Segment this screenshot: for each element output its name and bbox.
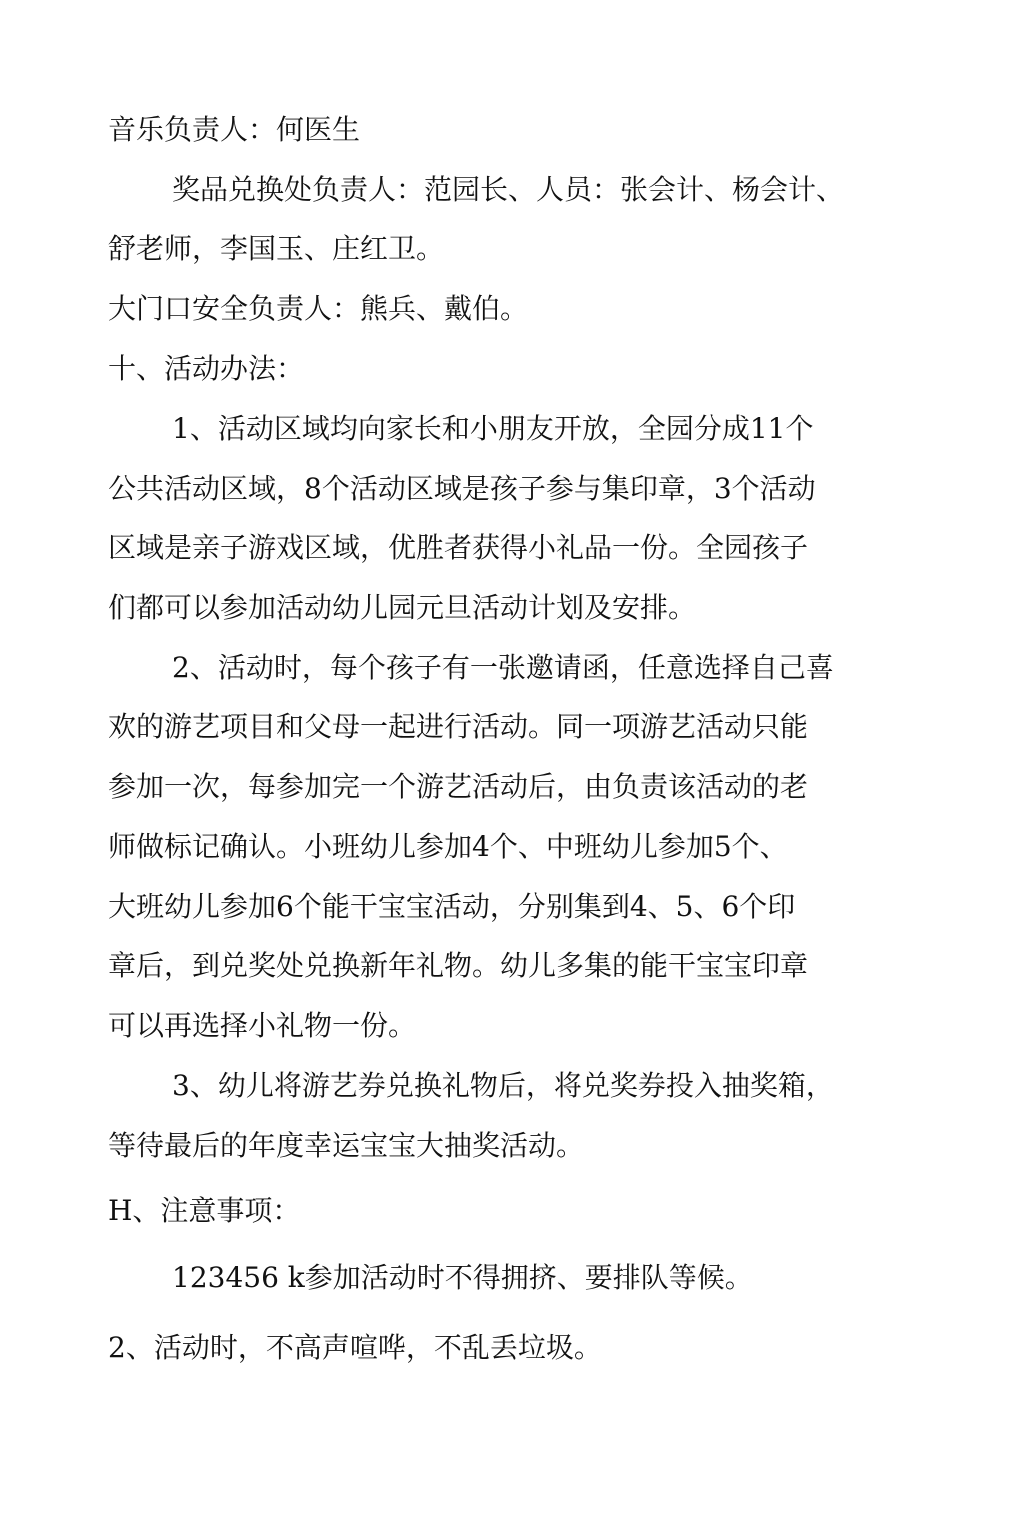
section-heading: H、注意事项： xyxy=(108,1194,301,1227)
section-heading: 十、活动办法： xyxy=(108,352,305,385)
text-line: 公共活动区域，8个活动区域是孩子参与集印章，3个活动 xyxy=(108,472,816,505)
text-line: 大门口安全负责人：熊兵、戴伯。 xyxy=(108,292,529,325)
text-line: 3、幼儿将游艺券兑换礼物后，将兑奖券投入抽奖箱， xyxy=(172,1069,834,1102)
text-line: 1、活动区域均向家长和小朋友开放，全园分成11个 xyxy=(172,412,814,445)
text-line: 奖品兑换处负责人：范园长、人员：张会计、杨会计、 xyxy=(172,173,845,206)
text-line: 舒老师，李国玉、庄红卫。 xyxy=(108,232,445,265)
text-line: 等待最后的年度幸运宝宝大抽奖活动。 xyxy=(108,1129,585,1162)
text-line: 音乐负责人：何医生 xyxy=(108,113,361,146)
text-line: 们都可以参加活动幼儿园元旦活动计划及安排。 xyxy=(108,591,697,624)
text-line: 欢的游艺项目和父母一起进行活动。同一项游艺活动只能 xyxy=(108,710,809,743)
text-line: 2、活动时，不高声喧哗，不乱丢垃圾。 xyxy=(108,1331,602,1364)
text-line: 参加一次，每参加完一个游艺活动后，由负责该活动的老 xyxy=(108,770,809,803)
text-line: 区域是亲子游戏区域，优胜者获得小礼品一份。全园孩子 xyxy=(108,531,809,564)
text-line: 大班幼儿参加6个能干宝宝活动，分别集到4、5、6个印 xyxy=(108,890,796,923)
text-line: 2、活动时，每个孩子有一张邀请函，任意选择自己喜 xyxy=(172,651,834,684)
text-line: 章后，到兑奖处兑换新年礼物。幼儿多集的能干宝宝印章 xyxy=(108,949,809,982)
text-line: 123456 k参加活动时不得拥挤、要排队等候。 xyxy=(172,1261,753,1294)
text-line: 可以再选择小礼物一份。 xyxy=(108,1009,417,1042)
text-line: 师做标记确认。小班幼儿参加4个、中班幼儿参加5个、 xyxy=(108,830,788,863)
